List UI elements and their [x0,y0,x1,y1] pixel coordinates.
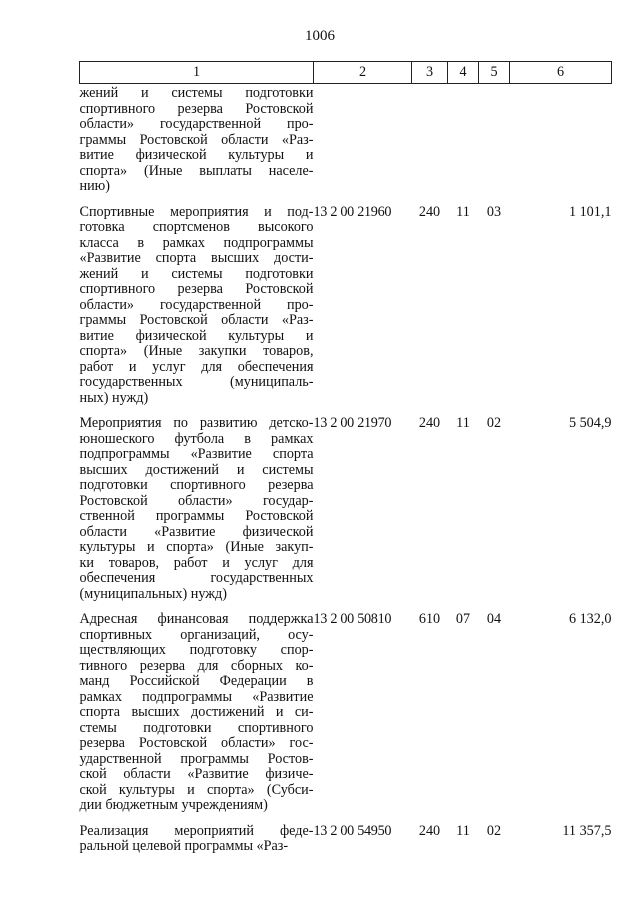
table-row [80,609,612,821]
amount: 1 101,1 [568,203,612,220]
expense-type [412,84,448,202]
table-row [80,84,612,202]
description-line: спорта» (Иные выплаты населе- [79,162,314,179]
amount: 5 504,9 [568,415,612,431]
description-line: жений и системы подготовки [79,85,314,101]
expense-type: 240 [418,822,441,839]
description-line: готовка спортсменов высокого [79,219,314,235]
row-description [80,202,314,414]
description-line: области» государственной про- [79,116,314,132]
description-line: ки товаров, работ и услуг для [79,554,314,571]
header-row [80,62,612,84]
description-line: юношеского футбола в рамках [79,430,314,447]
description-line: резерва Ростовской области» гос- [79,735,314,751]
amount [510,84,612,202]
description-line: манд Российской Федерации в [79,673,314,689]
description-line: Адресная финансовая поддержка [79,611,314,627]
description-line: подготовки спортивного резерва [79,477,314,493]
section [448,84,479,202]
budget-table [79,61,612,862]
row-description [80,609,314,821]
description-line: ударственной программы Ростов- [79,750,314,767]
section: 11 [456,822,470,839]
amount: 11 357,5 [562,822,612,839]
description-line: обеспечения государственных [79,570,314,586]
budget-code: 13 2 00 21970 [313,415,392,431]
section: 07 [455,611,471,627]
description-line: граммы Ростовской области «Раз- [79,131,314,148]
header-col-3: 3 [412,62,448,84]
section: 11 [456,415,470,431]
description-line: ственной программы Ростовской [79,508,314,524]
header-col-1: 1 [80,62,314,84]
expense-type: 240 [418,415,441,431]
budget-code: 13 2 00 21960 [313,203,392,220]
description-line: «Развитие спорта высших дости- [79,250,314,266]
subsection [479,84,510,202]
amount: 6 132,0 [568,611,612,627]
description-line: Реализация мероприятий феде- [79,822,314,839]
description-line: спортивного резерва Ростовской [79,100,314,117]
description-line: Спортивные мероприятия и под- [79,203,314,220]
table-row [80,413,612,609]
subsection: 02 [486,822,502,839]
description-line: спортивных организаций, осу- [79,626,314,643]
description-line: жений и системы подготовки [79,265,314,282]
description-line: нию) [79,178,111,194]
description-line: витие физической культуры и [79,327,314,344]
subsection: 02 [486,415,502,431]
description-line: работ и услуг для обеспечения [79,358,314,375]
table-row [80,821,612,862]
description-line: спорта» (Иные закупки товаров, [79,343,314,359]
description-line: ской области «Развитие физиче- [79,766,314,782]
description-line: Ростовской области» государ- [79,492,314,509]
description-line: дии бюджетным учреждениям) [79,797,268,813]
description-line: рамках подпрограммы «Развитие [79,688,314,705]
description-line: класса в рамках подпрограммы [79,234,314,251]
budget-code: 13 2 00 54950 [313,822,392,839]
expense-type: 240 [418,203,441,220]
description-line: стемы подготовки спортивного [79,719,314,736]
description-line: Мероприятия по развитию детско- [79,415,314,431]
budget-code: 13 2 00 50810 [313,611,392,627]
description-line: ской культуры и спорта» (Субси- [79,781,314,798]
description-line: подпрограммы «Развитие спорта [79,446,314,462]
description-line: культуры и спорта» (Иные закуп- [79,539,314,555]
section: 11 [456,203,470,220]
table-row [80,202,612,414]
header-col-5: 5 [479,62,510,84]
description-line: ных) нужд) [79,389,149,406]
description-line: ществляющих подготовку спор- [79,642,314,658]
description-line: области «Развитие физической [79,523,314,540]
description-line: высших достижений и системы [79,461,314,478]
description-line: ральной целевой программы «Раз- [79,838,289,854]
description-line: государственных (муниципаль- [79,374,314,390]
description-line: витие физической культуры и [79,147,314,163]
header-col-6: 6 [510,62,612,84]
expense-type: 610 [418,611,441,627]
header-col-4: 4 [448,62,479,84]
description-line: спортивного резерва Ростовской [79,281,314,297]
description-line: граммы Ростовской области «Раз- [79,312,314,328]
subsection: 03 [486,203,502,220]
budget-code [314,84,412,202]
subsection: 04 [486,611,502,627]
row-description [80,84,314,202]
row-description [80,413,314,609]
description-line: тивного резерва для сборных ко- [79,657,314,674]
header-col-2: 2 [314,62,412,84]
description-line: области» государственной про- [79,296,314,313]
page-number: 1006 [305,28,335,44]
description-line: (муниципальных) нужд) [79,585,227,602]
description-line: спорта высших достижений и си- [79,704,314,720]
row-description [80,821,314,862]
